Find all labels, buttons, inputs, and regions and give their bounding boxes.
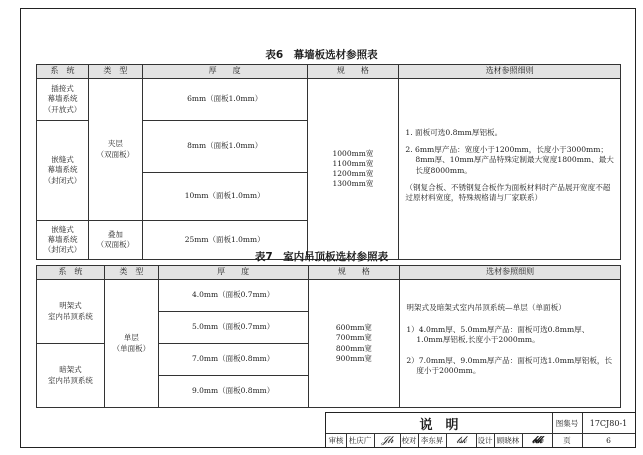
table7-thickness-cell: 4.0mm（面板0.7mm）	[158, 280, 308, 312]
table6-system-cell: 嵌缝式 幕墙系统 （封闭式）	[37, 221, 89, 260]
table6-title: 表6 幕墙板选材参照表	[265, 49, 378, 61]
table6-thickness-cell: 8mm（面板1.0mm）	[142, 121, 307, 173]
atlas-number: 17CJ80-1	[589, 418, 628, 428]
checker-signature: 𝓉𝓈𝓀	[456, 434, 466, 446]
page-label: 页	[563, 435, 571, 445]
table6-type-cell: 夹层 （双面板）	[88, 79, 142, 221]
table6-notes-cell	[399, 79, 621, 260]
table7-system-cell: 暗架式 室内吊顶系统	[37, 344, 105, 408]
checker-name: 李东昇	[420, 435, 444, 445]
table6-spec-cell: 1000mm宽 1100mm宽 1200mm宽 1300mm宽	[307, 79, 399, 260]
table6-system-cell: 嵌缝式 幕墙系统 （封闭式）	[37, 121, 89, 221]
table6-thickness-cell: 10mm（面板1.0mm）	[142, 173, 307, 221]
table7-header-thickness: 厚 度	[158, 266, 308, 280]
table6-note: 2. 6mm厚产品：宽度小于1200mm，长度小于3000mm；8mm厚、10mm厚产品特殊定制最大宽度1800mm、最大长度8000mm。	[405, 145, 614, 175]
table6-note: （钢复合板、不锈钢复合板作为面板材料时产品展开宽度不超过原材料宽度，特殊规格请与厂家联系）	[405, 182, 611, 202]
check-label: 校对	[401, 435, 417, 445]
title-block	[325, 412, 636, 448]
table6	[36, 64, 621, 260]
table7-system-cell: 明架式 室内吊顶系统	[37, 280, 105, 344]
table6-header-thickness: 厚 度	[142, 65, 307, 79]
table7-header-type: 类 型	[104, 266, 158, 280]
table7-title: 表7 室内吊顶板选材参照表	[254, 251, 389, 263]
designer-name: 顾晓林	[496, 435, 520, 445]
table7-thickness-cell: 7.0mm（面板0.8mm）	[158, 344, 308, 376]
designer-signature: 𝒷𝓁𝓀	[532, 434, 542, 446]
drawing-title: 说 明	[419, 417, 459, 433]
reviewer-signature: 𝒥𝓁𝓇	[381, 434, 393, 446]
table7-note: 1）4.0mm厚、5.0mm厚产品：面板可选0.8mm厚、1.0mm厚铝板,长度小于2000mm。	[406, 324, 590, 344]
table7-header-system: 系 统	[37, 266, 105, 280]
table7-spec-cell: 600mm宽 700mm宽 800mm宽 900mm宽	[308, 280, 400, 408]
review-label: 审核	[328, 435, 344, 445]
table6-thickness-cell: 6mm（面板1.0mm）	[142, 79, 307, 121]
table7-notes-cell	[400, 280, 621, 408]
table6-type-cell: 叠加 （双面板）	[88, 221, 142, 260]
table7-type-cell: 单层 （单面板）	[104, 280, 158, 408]
table6-header-spec: 规 格	[307, 65, 399, 79]
table7-header-spec: 规 格	[308, 266, 400, 280]
table6-header-system: 系 统	[37, 65, 89, 79]
table6-thickness-cell: 25mm（面板1.0mm）	[142, 221, 307, 260]
table7	[36, 265, 621, 408]
table6-note: 1. 面板可选0.8mm厚铝板。	[405, 127, 503, 137]
design-label: 设计	[477, 435, 493, 445]
table7-thickness-cell: 9.0mm（面板0.8mm）	[158, 376, 308, 408]
table7-header-notes: 选材参照细则	[400, 266, 621, 280]
page-number: 6	[606, 435, 611, 445]
table6-header-type: 类 型	[88, 65, 142, 79]
table7-note: 明架式及暗架式室内吊顶系统—单层（单面板）	[406, 303, 566, 313]
table6-header-notes: 选材参照细则	[399, 65, 621, 79]
table7-note: 2）7.0mm厚、9.0mm厚产品：面板可选1.0mm厚铝板，长度小于2000mm。	[406, 356, 613, 376]
reviewer-name: 杜庆广	[348, 435, 372, 445]
atlas-label: 图集号	[555, 418, 579, 428]
table6-system-cell: 插接式 幕墙系统 （开放式）	[37, 79, 89, 121]
table7-thickness-cell: 5.0mm（面板0.7mm）	[158, 312, 308, 344]
